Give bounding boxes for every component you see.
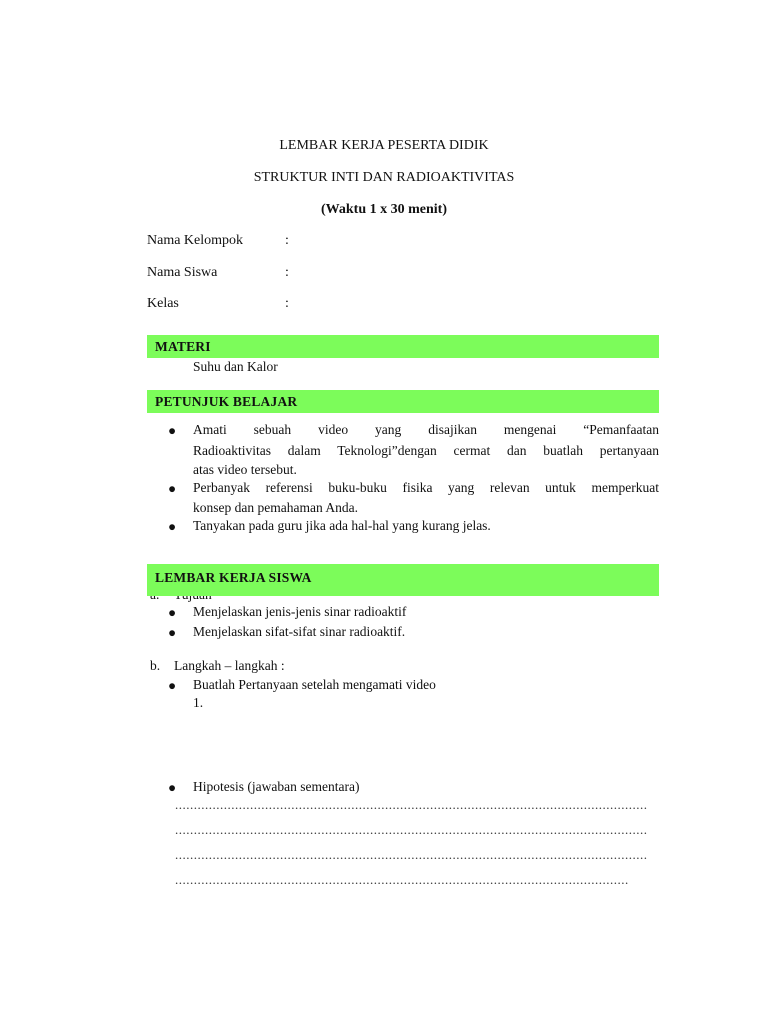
answer-line-2[interactable]: .............................................................................................................................. <box>175 822 648 837</box>
bullet-icon: ● <box>168 423 177 438</box>
bullet-icon: ● <box>168 481 177 496</box>
colon-nama-kelompok: : <box>285 233 289 248</box>
bullet-icon: ● <box>168 605 177 620</box>
langkah-number: 1. <box>193 695 204 710</box>
tujuan-item-1: Menjelaskan jenis-jenis sinar radioaktif <box>193 604 407 619</box>
bullet-icon: ● <box>168 678 177 693</box>
bullet-icon: ● <box>168 519 177 534</box>
answer-line-3[interactable]: .............................................................................................................................. <box>175 847 648 862</box>
section-heading-petunjuk: PETUNJUK BELAJAR <box>155 394 298 409</box>
langkah-marker: b. <box>150 658 161 673</box>
petunjuk-item-3: Tanyakan pada guru jika ada hal-hal yang kurang jelas. <box>193 518 491 533</box>
section-heading-lks: LEMBAR KERJA SISWA <box>155 570 312 585</box>
section-bar-lks <box>147 564 659 596</box>
langkah-item: Buatlah Pertanyaan setelah mengamati video <box>193 677 436 692</box>
section-heading-materi: MATERI <box>155 339 211 354</box>
section-bar-materi <box>147 335 659 358</box>
bullet-icon: ● <box>168 780 177 795</box>
bullet-icon: ● <box>168 625 177 640</box>
answer-line-1[interactable]: .............................................................................................................................. <box>175 797 648 812</box>
petunjuk-item-2-line-1: Perbanyak referensi buku-buku fisika yang relevan untuk memperkuat <box>193 480 659 495</box>
petunjuk-item-1-line-3: atas video tersebut. <box>193 462 297 477</box>
answer-line-4[interactable]: ......................................................................................................................... <box>175 872 629 887</box>
colon-nama-siswa: : <box>285 265 289 280</box>
petunjuk-item-1-line-2: Radioaktivitas dalam Teknologi”dengan cermat dan buatlah pertanyaan <box>193 443 659 458</box>
petunjuk-item-2-line-2: konsep dan pemahaman Anda. <box>193 500 358 515</box>
label-nama-siswa: Nama Siswa <box>147 265 218 280</box>
doc-duration: (Waktu 1 x 30 menit) <box>321 202 447 217</box>
colon-kelas: : <box>285 296 289 311</box>
section-bar-petunjuk <box>147 390 659 413</box>
label-nama-kelompok: Nama Kelompok <box>147 233 244 248</box>
petunjuk-item-1-line-1: Amati sebuah video yang disajikan mengenai “Pemanfaatan <box>193 422 659 437</box>
doc-subtitle: STRUKTUR INTI DAN RADIOAKTIVITAS <box>253 170 515 185</box>
tujuan-item-2: Menjelaskan sifat-sifat sinar radioaktif. <box>193 624 406 639</box>
label-kelas: Kelas <box>147 296 179 311</box>
langkah-label: Langkah – langkah : <box>174 658 285 673</box>
doc-title: LEMBAR KERJA PESERTA DIDIK <box>279 138 489 153</box>
materi-content: Suhu dan Kalor <box>193 359 278 374</box>
hipotesis-label: Hipotesis (jawaban sementara) <box>193 779 360 794</box>
